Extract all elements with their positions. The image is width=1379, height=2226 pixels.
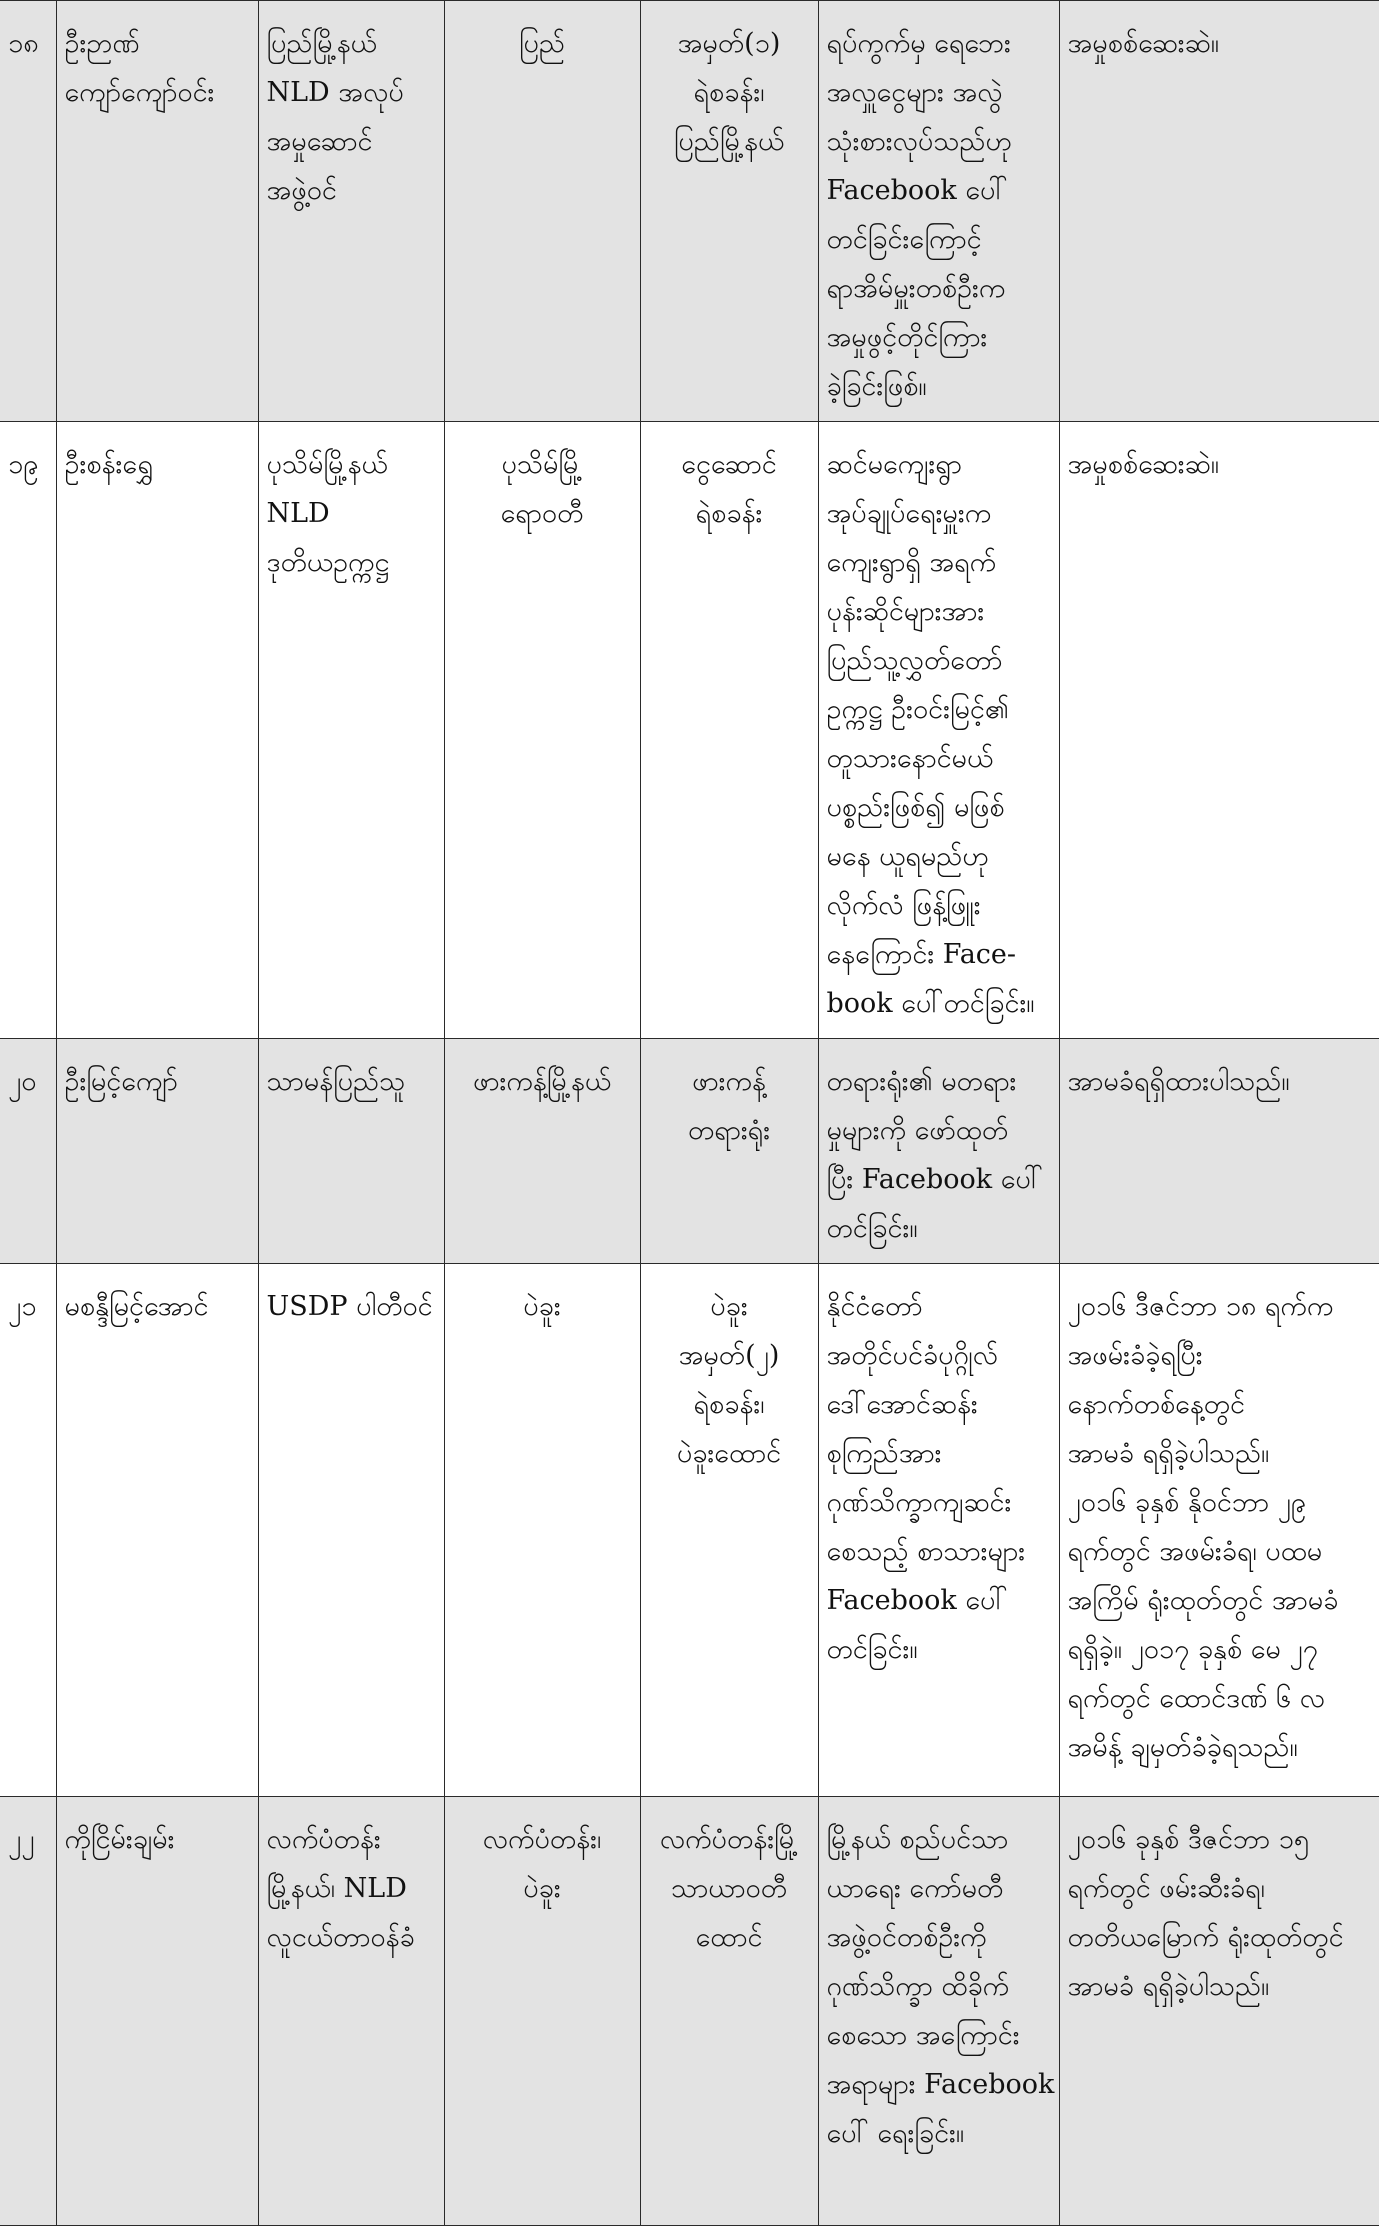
cell-text-line: အမှုစစ်ဆေးဆဲ။ (1067, 449, 1219, 480)
cell-text-line: ခဲ့ခြင်းဖြစ်။ (826, 371, 927, 402)
cell-text-line: အမှုဆောင် (266, 126, 373, 157)
cell-text-line: ၂၀၁၆ ဒီဇင်ဘာ ၁၈ ရက်က (1067, 1291, 1334, 1322)
table-row (0, 1039, 1379, 1264)
cell-text-line: ပြီး Facebook ပေါ် (826, 1164, 1043, 1195)
charge-reason (818, 1797, 1059, 2226)
cell-text-line: တင်ခြင်း။ (826, 1213, 918, 1244)
charge-reason (818, 1264, 1059, 1797)
cell-text-line: မြို့နယ် စည်ပင်သာ (826, 1824, 1009, 1855)
cell-text-line: ရပ်ကွက်မှ ရေဘေး (826, 28, 1011, 59)
cell-text-line: နေကြောင်း Face- (826, 939, 1017, 970)
cell-text-line: အတိုင်ပင်ခံပုဂ္ဂိုလ် (826, 1340, 999, 1371)
cell-text-line: ဂုဏ်သိက္ခာ ထိခိုက် (826, 1971, 1010, 2002)
cell-text-line: Facebook ပေါ် (826, 1585, 1008, 1616)
cell-text-line: ပဲခူး (523, 1291, 561, 1322)
cell-text-line: ရောဝတီ (500, 498, 584, 529)
cell-text-line: လက်ပံတန်းမြို့ (659, 1824, 799, 1855)
cell-text-line: ဦးစန်းရွှေ (64, 449, 154, 480)
case-status (1059, 422, 1379, 1039)
case-status (1059, 1264, 1379, 1797)
case-status (1059, 1, 1379, 422)
cell-text-line: အာမခံရရှိထားပါသည်။ (1067, 1066, 1290, 1097)
person-position (258, 1, 444, 422)
row-number: ၁၈ (0, 1, 56, 422)
person-name (56, 1, 258, 422)
cell-text-line: အဖွဲ့ဝင် (266, 175, 337, 206)
cell-text-line: လိုက်လံ ဖြန့်ဖြူး (826, 890, 981, 921)
cell-text-line: ၂၀၁၆ ခုနှစ် ဒီဇင်ဘာ ၁၅ (1067, 1824, 1309, 1855)
cell-text-line: အုပ်ချုပ်ရေးမှူးက (826, 498, 992, 529)
cell-text-line: ကျော်ကျော်ဝင်း (64, 77, 215, 108)
cell-text-line: လက်ပံတန်း၊ (482, 1824, 602, 1855)
police-station (640, 422, 818, 1039)
cell-text-line: ငွေဆောင် (681, 449, 777, 480)
cell-text-line: မြို့နယ်၊ NLD (266, 1873, 407, 1904)
cell-text-line: ရာအိမ်မှူးတစ်ဦးက (826, 273, 1006, 304)
row-number: ၂၁ (0, 1264, 56, 1797)
case-status (1059, 1797, 1379, 2226)
cell-text-line: ပုသိမ်မြို့ (501, 449, 583, 480)
cell-text-line: book ပေါ်တင်ခြင်း။ (826, 988, 1035, 1019)
cell-text-line: USDP ပါတီဝင် (266, 1291, 433, 1322)
cell-text-line: အာမခံ ရရှိခဲ့ပါသည်။ (1067, 1971, 1270, 2002)
cell-text-line: ဥက္ကဋ္ဌ ဦးဝင်းမြင့်၏ (826, 694, 1009, 725)
cell-text-line: ထောင် (695, 1922, 763, 1953)
cell-text-line: ကိုငြိမ်းချမ်း (64, 1824, 175, 1855)
cell-text-line: ပုသိမ်မြို့နယ် (266, 449, 388, 480)
cell-text-line: သာမန်ပြည်သူ (266, 1066, 406, 1097)
cell-text-line: NLD အလုပ် (266, 77, 404, 108)
row-number: ၁၉ (0, 422, 56, 1039)
person-name (56, 1797, 258, 2226)
cell-text-line: လူငယ်တာဝန်ခံ (266, 1922, 415, 1953)
cell-text-line: အမှုစစ်ဆေးဆဲ။ (1067, 28, 1219, 59)
person-name (56, 1264, 258, 1797)
cell-text-line: ရက်တွင် ဖမ်းဆီးခံရ၊ (1067, 1873, 1265, 1904)
cell-text-line: သာယာဝတီ (671, 1873, 787, 1904)
cell-text-line: အမှတ်(၂) (678, 1340, 780, 1371)
police-station (640, 1264, 818, 1797)
township (444, 422, 640, 1039)
cell-text-line: ဦးဉာဏ် (64, 28, 140, 59)
cell-text-line: ယာရေး ကော်မတီ (826, 1873, 1004, 1904)
person-position (258, 1797, 444, 2226)
township (444, 1, 640, 422)
cell-text-line: တရားရုံး (687, 1115, 771, 1146)
cell-text-line: စေသော အကြောင်း (826, 2020, 1020, 2051)
cell-text-line: အကြိမ် ရုံးထုတ်တွင် အာမခံ (1067, 1585, 1339, 1616)
cell-text-line: ပဲခူး (523, 1873, 561, 1904)
cell-text-line: ပစ္စည်းဖြစ်၍ မဖြစ် (826, 792, 1005, 823)
charge-reason (818, 1039, 1059, 1264)
cell-text-line: မနေ ယူရမည်ဟု (826, 841, 989, 872)
cell-text-line: ရက်တွင် အဖမ်းခံရ၊ ပထမ (1067, 1536, 1323, 1567)
cell-text-line: အဖွဲ့ဝင်တစ်ဦးကို (826, 1922, 987, 1953)
cell-text-line: ပြည်သူ့လွှတ်တော် (826, 645, 1003, 676)
cell-text-line: အမှုဖွင့်တိုင်ကြား (826, 322, 988, 353)
cell-text-line: ဒုတိယဥက္ကဋ္ဌ (266, 547, 390, 578)
cell-text-line: Facebook ပေါ် (826, 175, 1008, 206)
cell-text-line: ပေါ် ရေးခြင်း။ (826, 2118, 965, 2149)
cell-text-line: ရက်တွင် ထောင်ဒဏ် ၆ လ (1067, 1683, 1326, 1714)
person-name (56, 1039, 258, 1264)
cell-text-line: ပြည်မြို့နယ် (266, 28, 377, 59)
cell-text-line: ဒေါ်အောင်ဆန်း (826, 1389, 978, 1420)
person-position (258, 422, 444, 1039)
person-position (258, 1264, 444, 1797)
township (444, 1264, 640, 1797)
cell-text-line: တင်ခြင်း။ (826, 1634, 918, 1665)
cell-text-line: ရဲစခန်း၊ (693, 77, 765, 108)
cell-text-line: ရဲစခန်း (695, 498, 763, 529)
cell-text-line: ဖားကန့်မြို့နယ် (472, 1066, 612, 1097)
cell-text-line: မစန္ဒီမြင့်အောင် (64, 1291, 209, 1322)
table-row (0, 1264, 1379, 1797)
person-name (56, 422, 258, 1039)
cell-text-line: တင်ခြင်းကြောင့် (826, 224, 982, 255)
case-status (1059, 1039, 1379, 1264)
cell-text-line: အရာများ Facebook (826, 2069, 1055, 2100)
cell-text-line: ပဲခူး (710, 1291, 748, 1322)
cell-text-line: NLD (266, 498, 330, 529)
cell-text-line: ဂုဏ်သိက္ခာကျဆင်း (826, 1487, 1012, 1518)
cell-text-line: နိုင်ငံတော် (826, 1291, 923, 1322)
charge-reason (818, 422, 1059, 1039)
cell-text-line: အလှူငွေများ အလွဲ (826, 77, 1003, 108)
cell-text-line: ပြည် (518, 28, 566, 59)
row-number: ၂၀ (0, 1039, 56, 1264)
cell-text-line: ရဲစခန်း၊ (693, 1389, 765, 1420)
police-station (640, 1039, 818, 1264)
table-row (0, 1, 1379, 422)
township (444, 1797, 640, 2226)
table-row (0, 1797, 1379, 2226)
cell-text-line: ဦးမြင့်ကျော် (64, 1066, 178, 1097)
cell-text-line: ပုန်းဆိုင်များအား (826, 596, 985, 627)
cell-text-line: လက်ပံတန်း (266, 1824, 381, 1855)
cell-text-line: ဖားကန့် (692, 1066, 766, 1097)
table-row (0, 422, 1379, 1039)
cell-text-line: ပဲခူးထောင် (676, 1438, 782, 1469)
township (444, 1039, 640, 1264)
charge-reason (818, 1, 1059, 422)
cell-text-line: ၂၀၁၆ ခုနှစ် နိုဝင်ဘာ ၂၉ (1067, 1487, 1307, 1518)
cell-text-line: ရရှိခဲ့။ ၂၀၁၇ ခုနှစ် မေ ၂၇ (1067, 1634, 1318, 1665)
cell-text-line: တူသားနောင်မယ် (826, 743, 994, 774)
cell-text-line: ပြည်မြို့နယ် (673, 126, 785, 157)
cell-text-line: နောက်တစ်နေ့တွင် (1067, 1389, 1246, 1420)
cell-text-line: သုံးစားလုပ်သည်ဟု (826, 126, 1012, 157)
cell-text-line: အာမခံ ရရှိခဲ့ပါသည်။ (1067, 1438, 1270, 1469)
row-number: ၂၂ (0, 1797, 56, 2226)
police-station (640, 1, 818, 422)
cell-text-line: တရားရုံး၏ မတရား (826, 1066, 1017, 1097)
cell-text-line: အမိန့် ချမှတ်ခံခဲ့ရသည်။ (1067, 1732, 1298, 1763)
cell-text-line: အမှတ်(၁) (677, 28, 781, 59)
cell-text-line: ဆင်မကျေးရွာ (826, 449, 962, 480)
cell-text-line: ကျေးရွာရှိ အရက် (826, 547, 997, 578)
cell-text-line: စုကြည်အား (826, 1438, 942, 1469)
cell-text-line: အဖမ်းခံခဲ့ရပြီး (1067, 1340, 1203, 1371)
cell-text-line: မှုများကို ဖော်ထုတ် (826, 1115, 1009, 1146)
police-station (640, 1797, 818, 2226)
cell-text-line: စေသည့် စာသားများ (826, 1536, 1026, 1567)
cell-text-line: တတိယမြောက် ရုံးထုတ်တွင် (1067, 1922, 1344, 1953)
person-position (258, 1039, 444, 1264)
